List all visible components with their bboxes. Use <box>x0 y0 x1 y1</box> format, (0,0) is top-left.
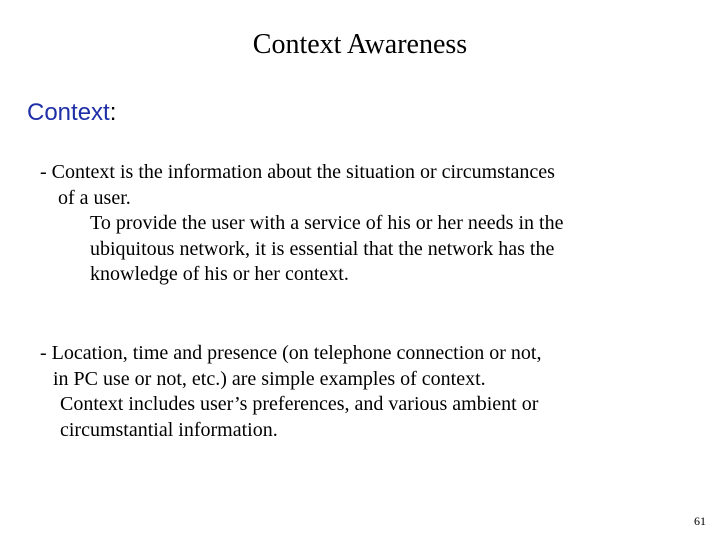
section-heading <box>27 98 116 128</box>
bullet-line: To provide the user with a service of his or her needs in the <box>90 212 564 234</box>
page-number: 61 <box>694 514 706 528</box>
bullet-context-definition <box>40 160 563 288</box>
bullet-line: ubiquitous network, it is essential that the network has the <box>90 237 555 260</box>
bullet-line: Context includes user’s preferences, and various ambient or <box>60 393 539 415</box>
section-heading-word: Context <box>27 99 110 126</box>
bullet-line: circumstantial information. <box>60 418 278 441</box>
bullet-line: of a user. <box>58 186 131 209</box>
slide-title: Context Awareness <box>252 29 468 60</box>
bullet-line: in PC use or not, etc.) are simple examples of context. <box>53 367 486 390</box>
bullet-line: knowledge of his or her context. <box>90 263 349 285</box>
bullet-line: - Location, time and presence (on telephone connection or not, <box>40 342 542 364</box>
section-heading-colon: : <box>109 99 117 126</box>
bullet-line: - Context is the information about the situation or circumstances <box>40 161 555 183</box>
bullet-context-examples <box>40 341 541 443</box>
